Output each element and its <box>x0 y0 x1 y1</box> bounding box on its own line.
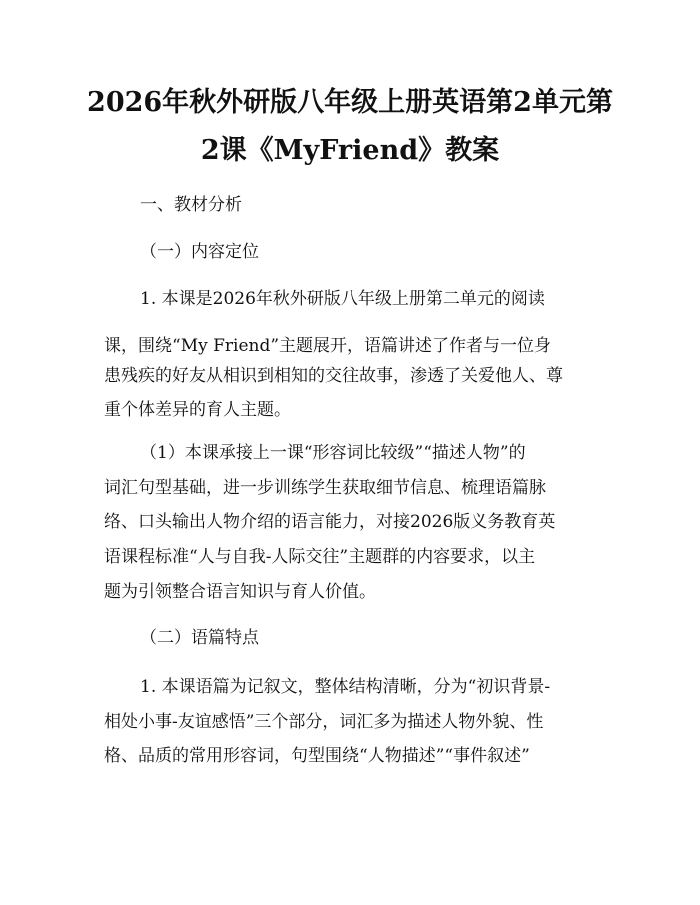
subsection-heading-content-positioning: （一）内容定位 <box>140 242 259 262</box>
paragraph-1-line-4: 重个体差异的育人主题。 <box>104 400 291 420</box>
subsection-heading-text-features: （二）语篇特点 <box>140 628 259 648</box>
paragraph-2-line-5: 题为引领整合语言知识与育人价值。 <box>104 582 376 602</box>
section-heading-teaching-material-analysis: 一、教材分析 <box>140 195 242 215</box>
paragraph-3-line-2: 相处小事-友谊感悟”三个部分，词汇多为描述人物外貌、性 <box>104 712 544 732</box>
paragraph-3-line-1: 1. 本课语篇为记叙文，整体结构清晰，分为“初识背景- <box>140 677 551 697</box>
paragraph-2-line-3: 络、口头输出人物介绍的语言能力，对接2026版义务教育英 <box>104 512 556 532</box>
paragraph-2-line-2: 词汇句型基础，进一步训练学生获取细节信息、梳理语篇脉 <box>104 478 546 498</box>
paragraph-2-line-1: （1）本课承接上一课“形容词比较级”“描述人物”的 <box>140 443 526 463</box>
paragraph-3-line-3: 格、品质的常用形容词，句型围绕“人物描述”“事件叙述” <box>104 746 530 766</box>
paragraph-1-line-2: 课，围绕“My Friend”主题展开，语篇讲述了作者与一位身 <box>104 336 552 356</box>
paragraph-1-line-3: 患残疾的好友从相识到相知的交往故事，渗透了关爱他人、尊 <box>104 366 563 386</box>
paragraph-1-line-1: 1. 本课是2026年秋外研版八年级上册第二单元的阅读 <box>140 289 545 309</box>
paragraph-2-line-4: 语课程标准“人与自我-人际交往”主题群的内容要求，以主 <box>104 547 536 567</box>
document-title-line-1: 2026年秋外研版八年级上册英语第2单元第 <box>87 87 613 118</box>
document-title-line-2: 2课《MyFriend》教案 <box>200 135 500 166</box>
